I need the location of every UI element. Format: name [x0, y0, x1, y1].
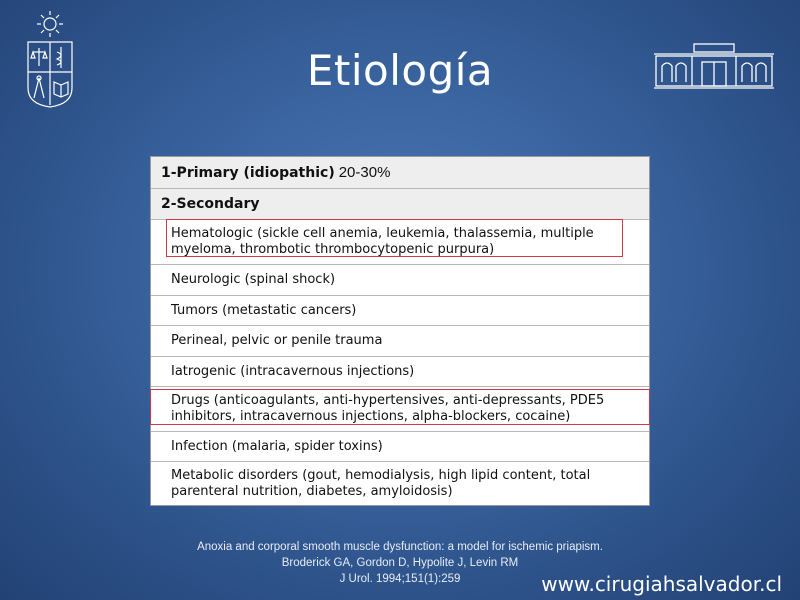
slide-title: Etiología: [306, 46, 494, 95]
primary-row: [151, 157, 649, 189]
row-text: [171, 393, 604, 425]
row-line: Iatrogenic (intracavernous injections): [171, 363, 415, 379]
secondary-label: 2-Secondary: [161, 196, 260, 212]
table-row: [151, 462, 649, 505]
secondary-row: [151, 189, 649, 220]
row-line: inhibitors, intracavernous injections, alpha-blockers, cocaine): [171, 409, 571, 424]
citation-line: J Urol. 1994;151(1):259: [339, 573, 461, 585]
row-line: Neurologic (spinal shock): [171, 272, 336, 287]
table-row: [151, 432, 649, 462]
citation-line: Broderick GA, Gordon D, Hypolite J, Levin RM: [281, 557, 519, 569]
table-row: [151, 220, 649, 265]
sun-icon: [37, 11, 63, 37]
row-line: Metabolic disorders (gout, hemodialysis, high lipid content, total: [171, 467, 591, 483]
row-line: Perineal, pelvic or penile trauma: [171, 333, 383, 348]
table-row: [151, 265, 649, 296]
row-line: parenteral nutrition, diabetes, amyloidosis): [171, 483, 453, 499]
etiology-table: [150, 156, 650, 506]
table-row: [151, 296, 649, 326]
website-url: www.cirugiahsalvador.cl: [541, 572, 782, 596]
row-line: Tumors (metastatic cancers): [171, 302, 357, 318]
row-line: Hematologic (sickle cell anemia, leukemia, thalassemia, multiple: [171, 226, 594, 241]
row-text: [171, 226, 594, 258]
row-line: myeloma, thrombotic thrombocytopenic purpura): [171, 242, 495, 257]
table-row: [151, 387, 649, 432]
table-row: [151, 326, 649, 357]
row-line: Drugs (anticoagulants, anti-hypertensives, anti-depressants, PDE5: [171, 393, 605, 408]
primary-percent: 20-30%: [338, 164, 391, 181]
table-row: [151, 357, 649, 387]
citation-line: Anoxia and corporal smooth muscle dysfunction: a model for ischemic priapism.: [197, 541, 603, 553]
row-text: [171, 468, 590, 500]
primary-label: 1-Primary (idiopathic): [161, 164, 335, 181]
row-line: Infection (malaria, spider toxins): [171, 438, 383, 454]
